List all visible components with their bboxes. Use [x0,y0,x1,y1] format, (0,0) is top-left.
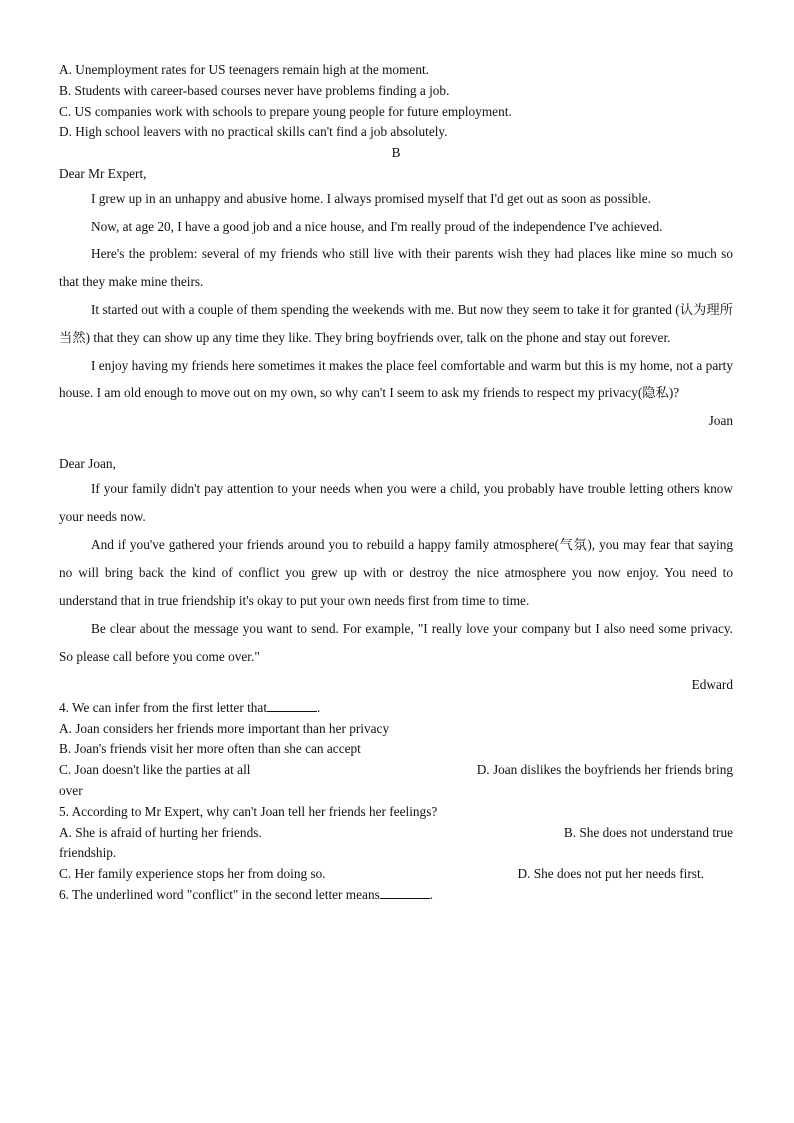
option-a: A. Unemployment rates for US teenagers remain high at the moment. [59,62,429,77]
letter-two-paragraph: And if you've gathered your friends around you to rebuild a happy family atmosphere(气氛), you may fear that saying no will bring back the kind of conflict you grew up with or destroy the nice atmosphere you now enjoy. You need to understand that in true friendship it's okay to put your own needs first from time to time. [59,536,733,608]
question-6 [59,885,733,906]
letter-two-paragraph: Be clear about the message you want to send. For example, "I really love your company but I also need some privacy. So please call before you come over." [59,621,733,664]
q5-option-b-continued: friendship. [59,845,117,861]
q5-option-d: D. She does not put her needs first. [517,866,704,882]
answer-blank [267,699,317,712]
option-b: B. Students with career-based courses never have problems finding a job. [59,82,450,98]
letter-one-paragraph: Now, at age 20, I have a good job and a nice house, and I'm really proud of the independence I've achieved. [91,218,663,234]
letter-two-signature: Edward [691,676,733,692]
q4-option-d-continued: over [59,782,83,798]
q4-option-a: A. Joan considers her friends more important than her privacy [59,720,390,736]
q5-option-b: B. She does not understand true [563,824,733,840]
question-4 [59,698,733,802]
letter-one-paragraph: It started out with a couple of them spending the weekends with me. But now they seem to take it for granted (认为理所当然) that they can show up any time they like. They bring boyfriends over, talk on the phone and stay out forever. [59,301,733,345]
letter-two-paragraph: If your family didn't pay attention to your needs when you were a child, you probably have trouble letting others know your needs now. [59,480,733,524]
letter-one-greeting: Dear Mr Expert, [59,165,147,181]
question-6-stem: 6. The underlined word "conflict" in the second letter means . [59,886,434,902]
letter-two-greeting: Dear Joan, [59,456,116,472]
letter-one-paragraph: I grew up in an unhappy and abusive home. I always promised myself that I'd get out as soon as possible. [91,190,652,206]
letter-one-signature: Joan [708,413,733,429]
q5-option-a: A. She is afraid of hurting her friends. [59,824,262,840]
q5-option-c: C. Her family experience stops her from doing so. [59,866,326,882]
question-stem-text: 4. We can infer from the first letter that [59,699,268,715]
section-label: B [391,145,401,161]
spacer [59,434,733,454]
q4-options-cd [59,760,733,781]
letter-two [59,454,733,698]
answer-blank [380,886,430,899]
question-5 [59,802,733,885]
question-4-stem: 4. We can infer from the first letter that . [59,699,321,715]
letter-one-paragraph: I enjoy having my friends here sometimes it makes the place feel comfortable and warm but this is my home, not a party house. I am old enough to move out on my own, so why can't I seem to ask my friends to respect my privacy(隐私)? [59,357,733,401]
q4-option-c: C. Joan doesn't like the parties at all [59,762,251,778]
option-c: C. US companies work with schools to prepare young people for future employment. [59,103,512,119]
question-stem-text: 6. The underlined word "conflict" in the second letter means [59,886,380,902]
letter-one-paragraph: Here's the problem: several of my friends who still live with their parents wish they had places like mine so much so that they make mine theirs. [59,246,733,290]
option-d: D. High school leavers with no practical skills can't find a job absolutely. [59,124,448,140]
q3-options [59,60,733,143]
q5-options-cd [59,864,733,885]
question-5-stem: 5. According to Mr Expert, why can't Joan tell her friends her feelings? [59,803,438,819]
q4-option-d: D. Joan dislikes the boyfriends her friends bring [476,762,733,778]
q4-option-b: B. Joan's friends visit her more often than she can accept [59,741,361,757]
document-page [59,60,733,906]
q5-options-ab [59,823,733,844]
letter-one [59,164,733,434]
